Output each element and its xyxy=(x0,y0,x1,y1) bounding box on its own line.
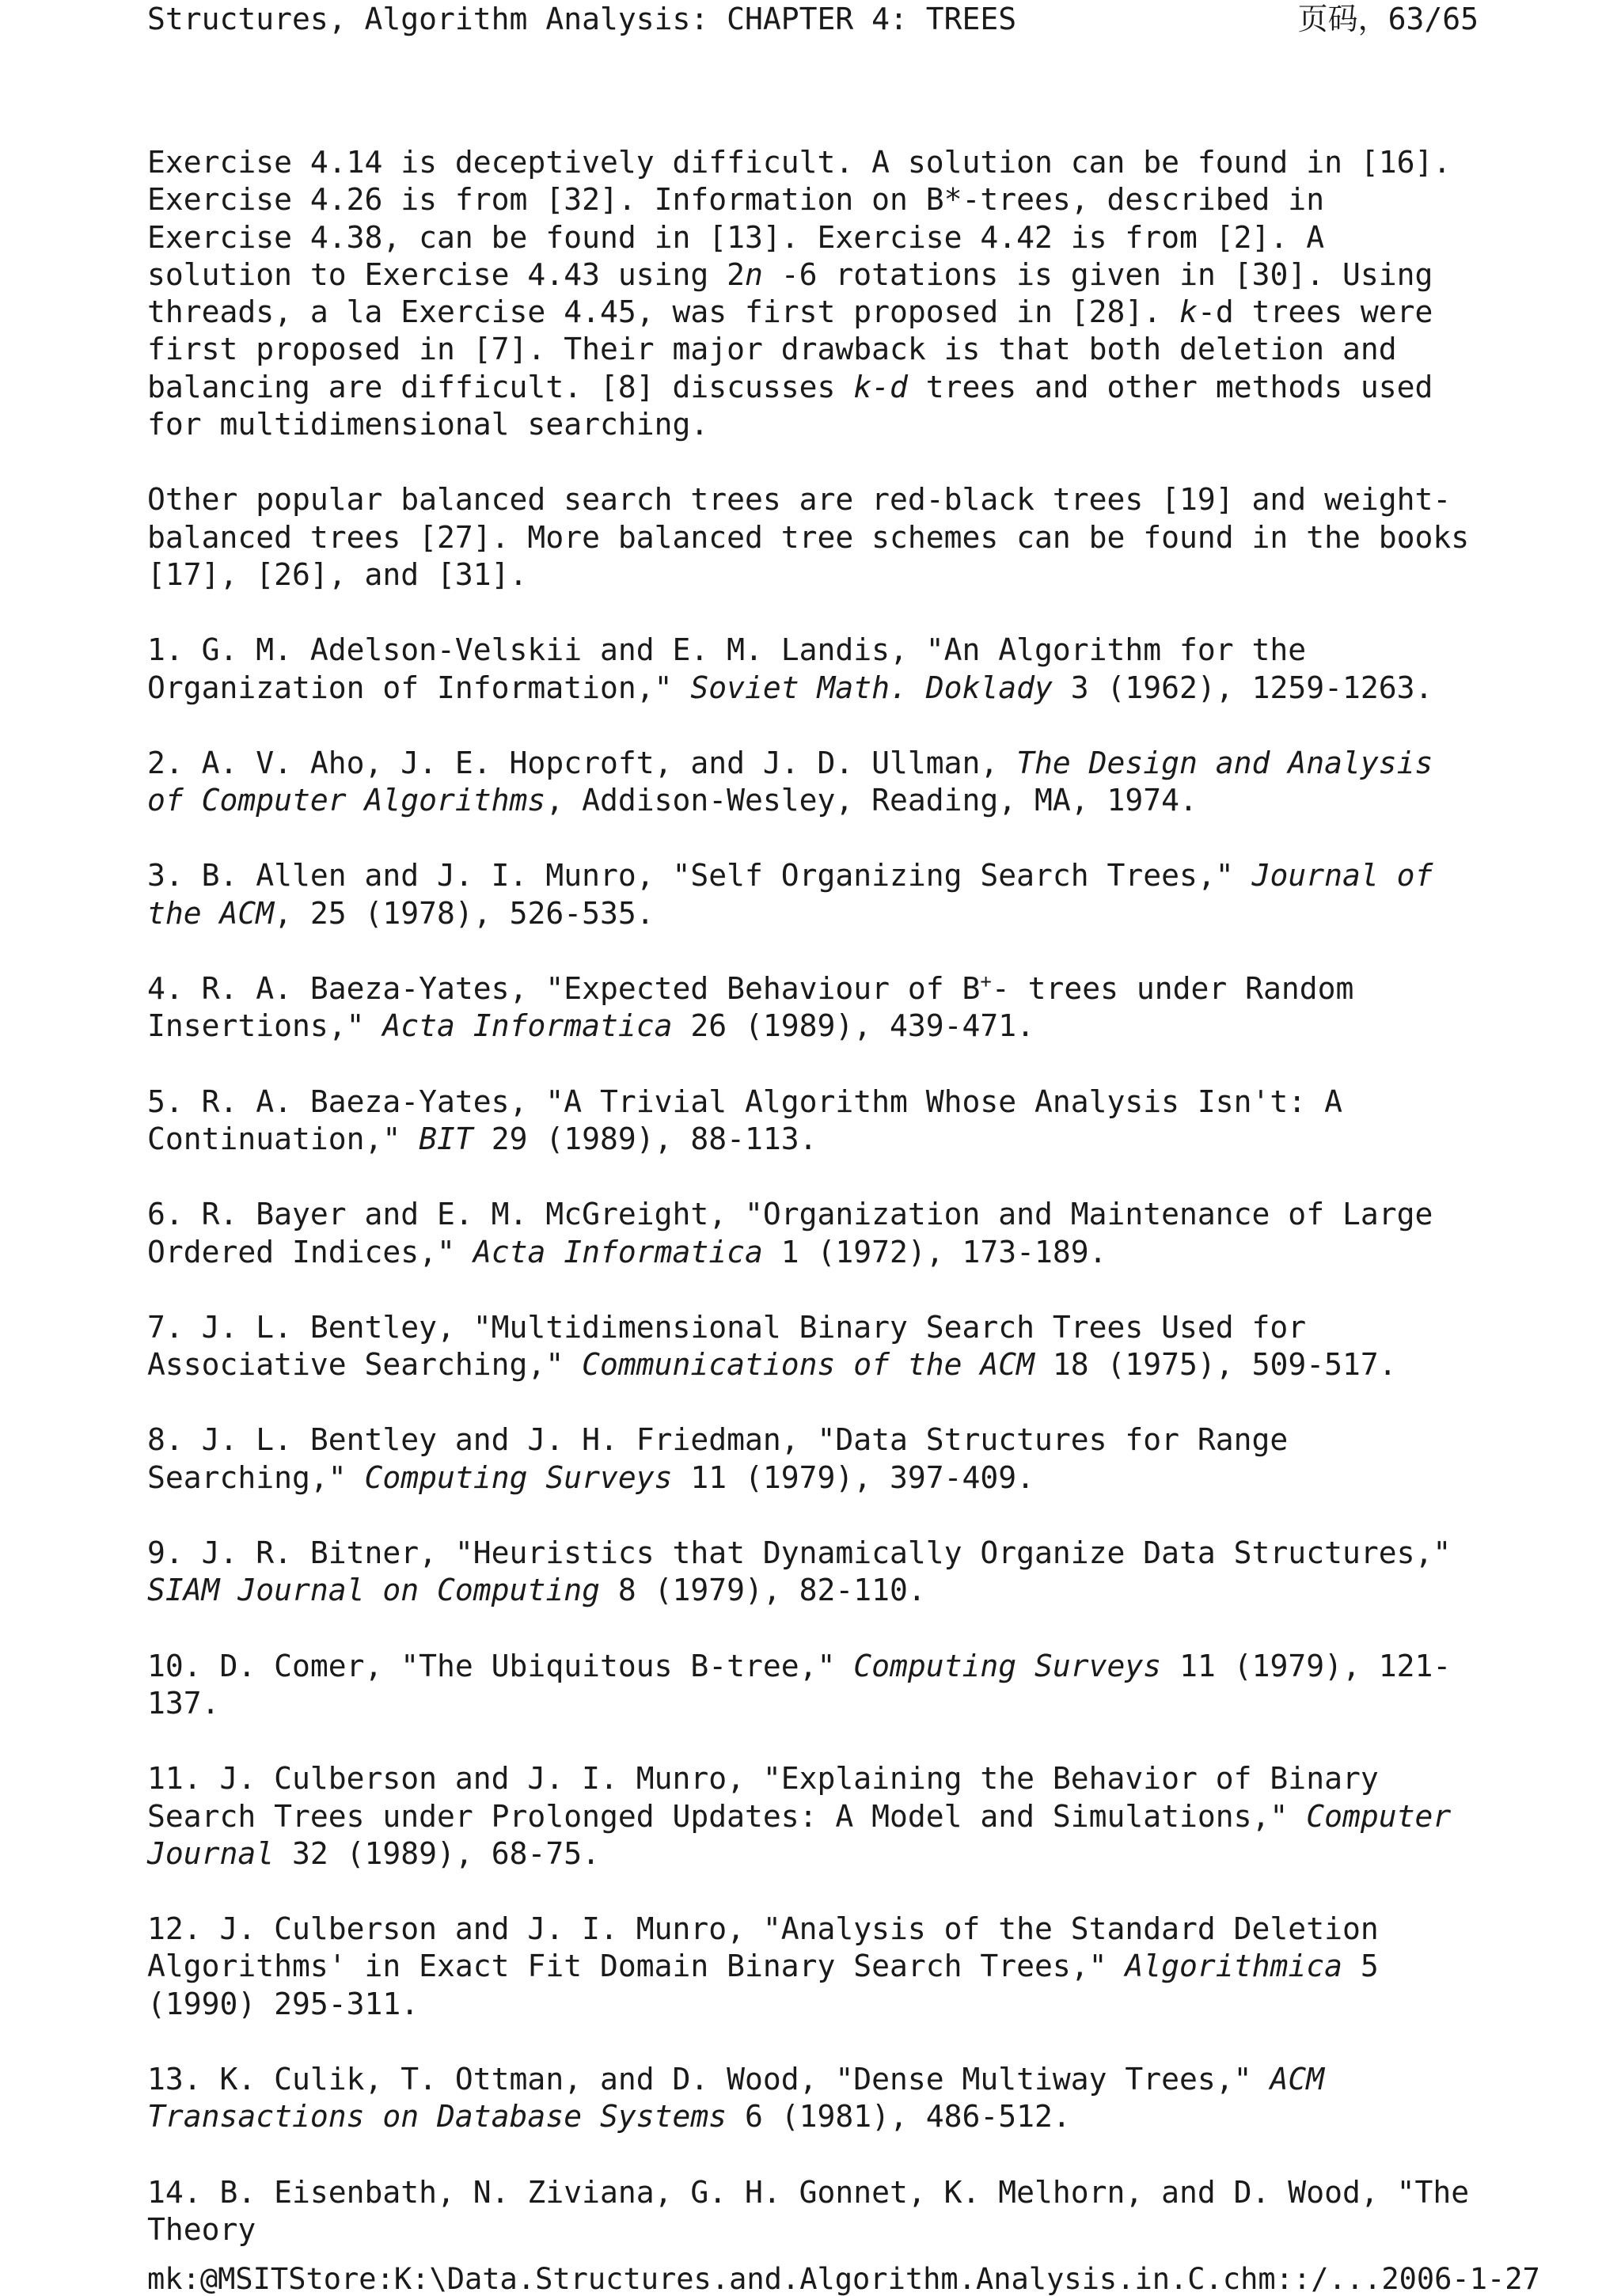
notes-paragraph-2: Other popular balanced search trees are red-black trees [19] and weight-balanced trees [27]. More balanced tree schemes can be found in the books [17], [26], and [31]. xyxy=(147,482,1470,592)
reference-details: 26 (1989), 439-471. xyxy=(672,1008,1035,1044)
notes-text: -d trees were first proposed in [7]. Their major drawback is that both deletion and balancing are difficult. [8] discusses xyxy=(147,294,1433,404)
reference-details: , Addison-Wesley, Reading, MA, 1974. xyxy=(545,783,1198,818)
reference-item xyxy=(147,1760,1479,1873)
reference-details: 1 (1972), 173-189. xyxy=(762,1234,1107,1269)
footer-date: 2006-1-27 xyxy=(1381,2262,1540,2296)
reference-details: 29 (1989), 88-113. xyxy=(473,1121,818,1156)
notes-italic-n: n xyxy=(744,256,763,292)
reference-authors: 13. K. Culik, T. Ottman, and D. Wood, "Dense Multiway Trees," xyxy=(147,2061,1270,2097)
reference-venue: BIT xyxy=(419,1121,473,1156)
notes-text: -6 rotations is given in [30]. Using threads, a la Exercise 4.45, was first proposed in [28]. xyxy=(147,256,1433,330)
reference-details: 6 (1981), 486-512. xyxy=(727,2099,1071,2135)
reference-details: 32 (1989), 68-75. xyxy=(274,1835,600,1871)
reference-venue: Acta Informatica xyxy=(473,1234,763,1269)
notes-text: trees and other methods used for multidimensional searching. xyxy=(147,369,1433,442)
reference-item xyxy=(147,1309,1479,1384)
notes-italic-kd: k-d xyxy=(853,369,908,404)
reference-authors: 6. R. Bayer and E. M. McGreight, "Organization and Maintenance of Large Ordered Indices," xyxy=(147,1197,1433,1269)
reference-venue: SIAM Journal on Computing xyxy=(147,1573,600,1608)
reference-authors: 5. R. A. Baeza-Yates, "A Trivial Algorithm Whose Analysis Isn't: A Continuation," xyxy=(147,1083,1342,1156)
reference-venue: Journal of the ACM xyxy=(147,858,1433,931)
reference-details: 8 (1979), 82-110. xyxy=(599,1573,926,1608)
reference-authors: 9. J. R. Bitner, "Heuristics that Dynamically Organize Data Structures," xyxy=(147,1535,1452,1571)
page-header xyxy=(147,0,1479,38)
reference-superscript: + xyxy=(980,970,992,993)
header-title: Structures, Algorithm Analysis: CHAPTER 4: TREES xyxy=(147,2,1017,36)
reference-authors: 4. R. A. Baeza-Yates, "Expected Behaviour of B xyxy=(147,971,981,1007)
reference-venue: Computing Surveys xyxy=(853,1648,1162,1683)
reference-details: 18 (1975), 509-517. xyxy=(1034,1347,1397,1383)
reference-item xyxy=(147,1196,1479,1271)
notes-paragraph-1 xyxy=(147,144,1479,443)
reference-details: , 25 (1978), 526-535. xyxy=(274,895,655,931)
reference-authors: 2. A. V. Aho, J. E. Hopcroft, and J. D. Ullman, xyxy=(147,745,1017,780)
notes-italic-k: k xyxy=(1179,294,1198,330)
reference-authors: - trees under Random Insertions," xyxy=(147,971,1354,1044)
reference-item xyxy=(147,2174,1479,2249)
reference-authors: 12. J. Culberson and J. I. Munro, "Analysis of the Standard Deletion Algorithms' in Exact Fit Domain Binary Search Trees," xyxy=(147,1911,1379,1984)
reference-authors: 11. J. Culberson and J. I. Munro, "Explaining the Behavior of Binary Search Trees under Prolonged Updates: A Model and Simulations," xyxy=(147,1761,1379,1834)
reference-venue: Computer Journal xyxy=(147,1798,1452,1871)
header-page-number: 页码，63/65 xyxy=(1297,2,1479,36)
reference-authors: 1. G. M. Adelson-Velskii and E. M. Landis, "An Algorithm for the Organization of Information," xyxy=(147,632,1307,705)
footer-path: mk:@MSITStore:K:\Data.Structures.and.Algorithm.Analysis.in.C.chm::/... xyxy=(147,2262,1382,2296)
reference-item xyxy=(147,1083,1479,1159)
reference-item xyxy=(147,745,1479,820)
reference-authors: 7. J. L. Bentley, "Multidimensional Binary Search Trees Used for Associative Searching," xyxy=(147,1309,1307,1383)
reference-venue: Algorithmica xyxy=(1125,1949,1342,1984)
reference-authors: 3. B. Allen and J. I. Munro, "Self Organizing Search Trees," xyxy=(147,858,1252,894)
reference-item xyxy=(147,970,1479,1046)
reference-item xyxy=(147,857,1479,932)
reference-authors: 10. D. Comer, "The Ubiquitous B-tree," xyxy=(147,1648,854,1683)
page-footer xyxy=(147,2262,1540,2296)
reference-authors: 8. J. L. Bentley and J. H. Friedman, "Data Structures for Range Searching," xyxy=(147,1422,1289,1495)
reference-item xyxy=(147,1911,1479,2023)
reference-item xyxy=(147,1535,1479,1610)
reference-venue: Soviet Math. Doklady xyxy=(690,670,1053,705)
reference-authors: 14. B. Eisenbath, N. Ziviana, G. H. Gonnet, K. Melhorn, and D. Wood, "The Theory xyxy=(147,2174,1470,2247)
reference-details: 11 (1979), 121-137. xyxy=(147,1648,1452,1721)
reference-venue: Communications of the ACM xyxy=(582,1347,1035,1383)
reference-item xyxy=(147,632,1479,707)
reference-venue: The Design and Analysis of Computer Algorithms xyxy=(147,745,1433,818)
reference-details: 3 (1962), 1259-1263. xyxy=(1052,670,1433,705)
reference-item xyxy=(147,1421,1479,1497)
reference-item xyxy=(147,2061,1479,2136)
reference-details: 5 (1990) 295-311. xyxy=(147,1949,1379,2021)
reference-venue: Acta Informatica xyxy=(382,1008,673,1044)
reference-venue: ACM Transactions on Database Systems xyxy=(147,2061,1325,2135)
reference-item xyxy=(147,1648,1479,1723)
notes-text: Exercise 4.14 is deceptively difficult. A solution can be found in [16]. Exercise 4.26 is from [32]. Information on B*-trees, described in Exercise 4.38, can be found in [13]. Exercise 4.42 is from [2]. A solution to Exercise 4.43 using 2 xyxy=(147,145,1452,292)
reference-details: 11 (1979), 397-409. xyxy=(672,1459,1035,1495)
reference-venue: Computing Surveys xyxy=(364,1459,673,1495)
page-content xyxy=(147,144,1479,2287)
